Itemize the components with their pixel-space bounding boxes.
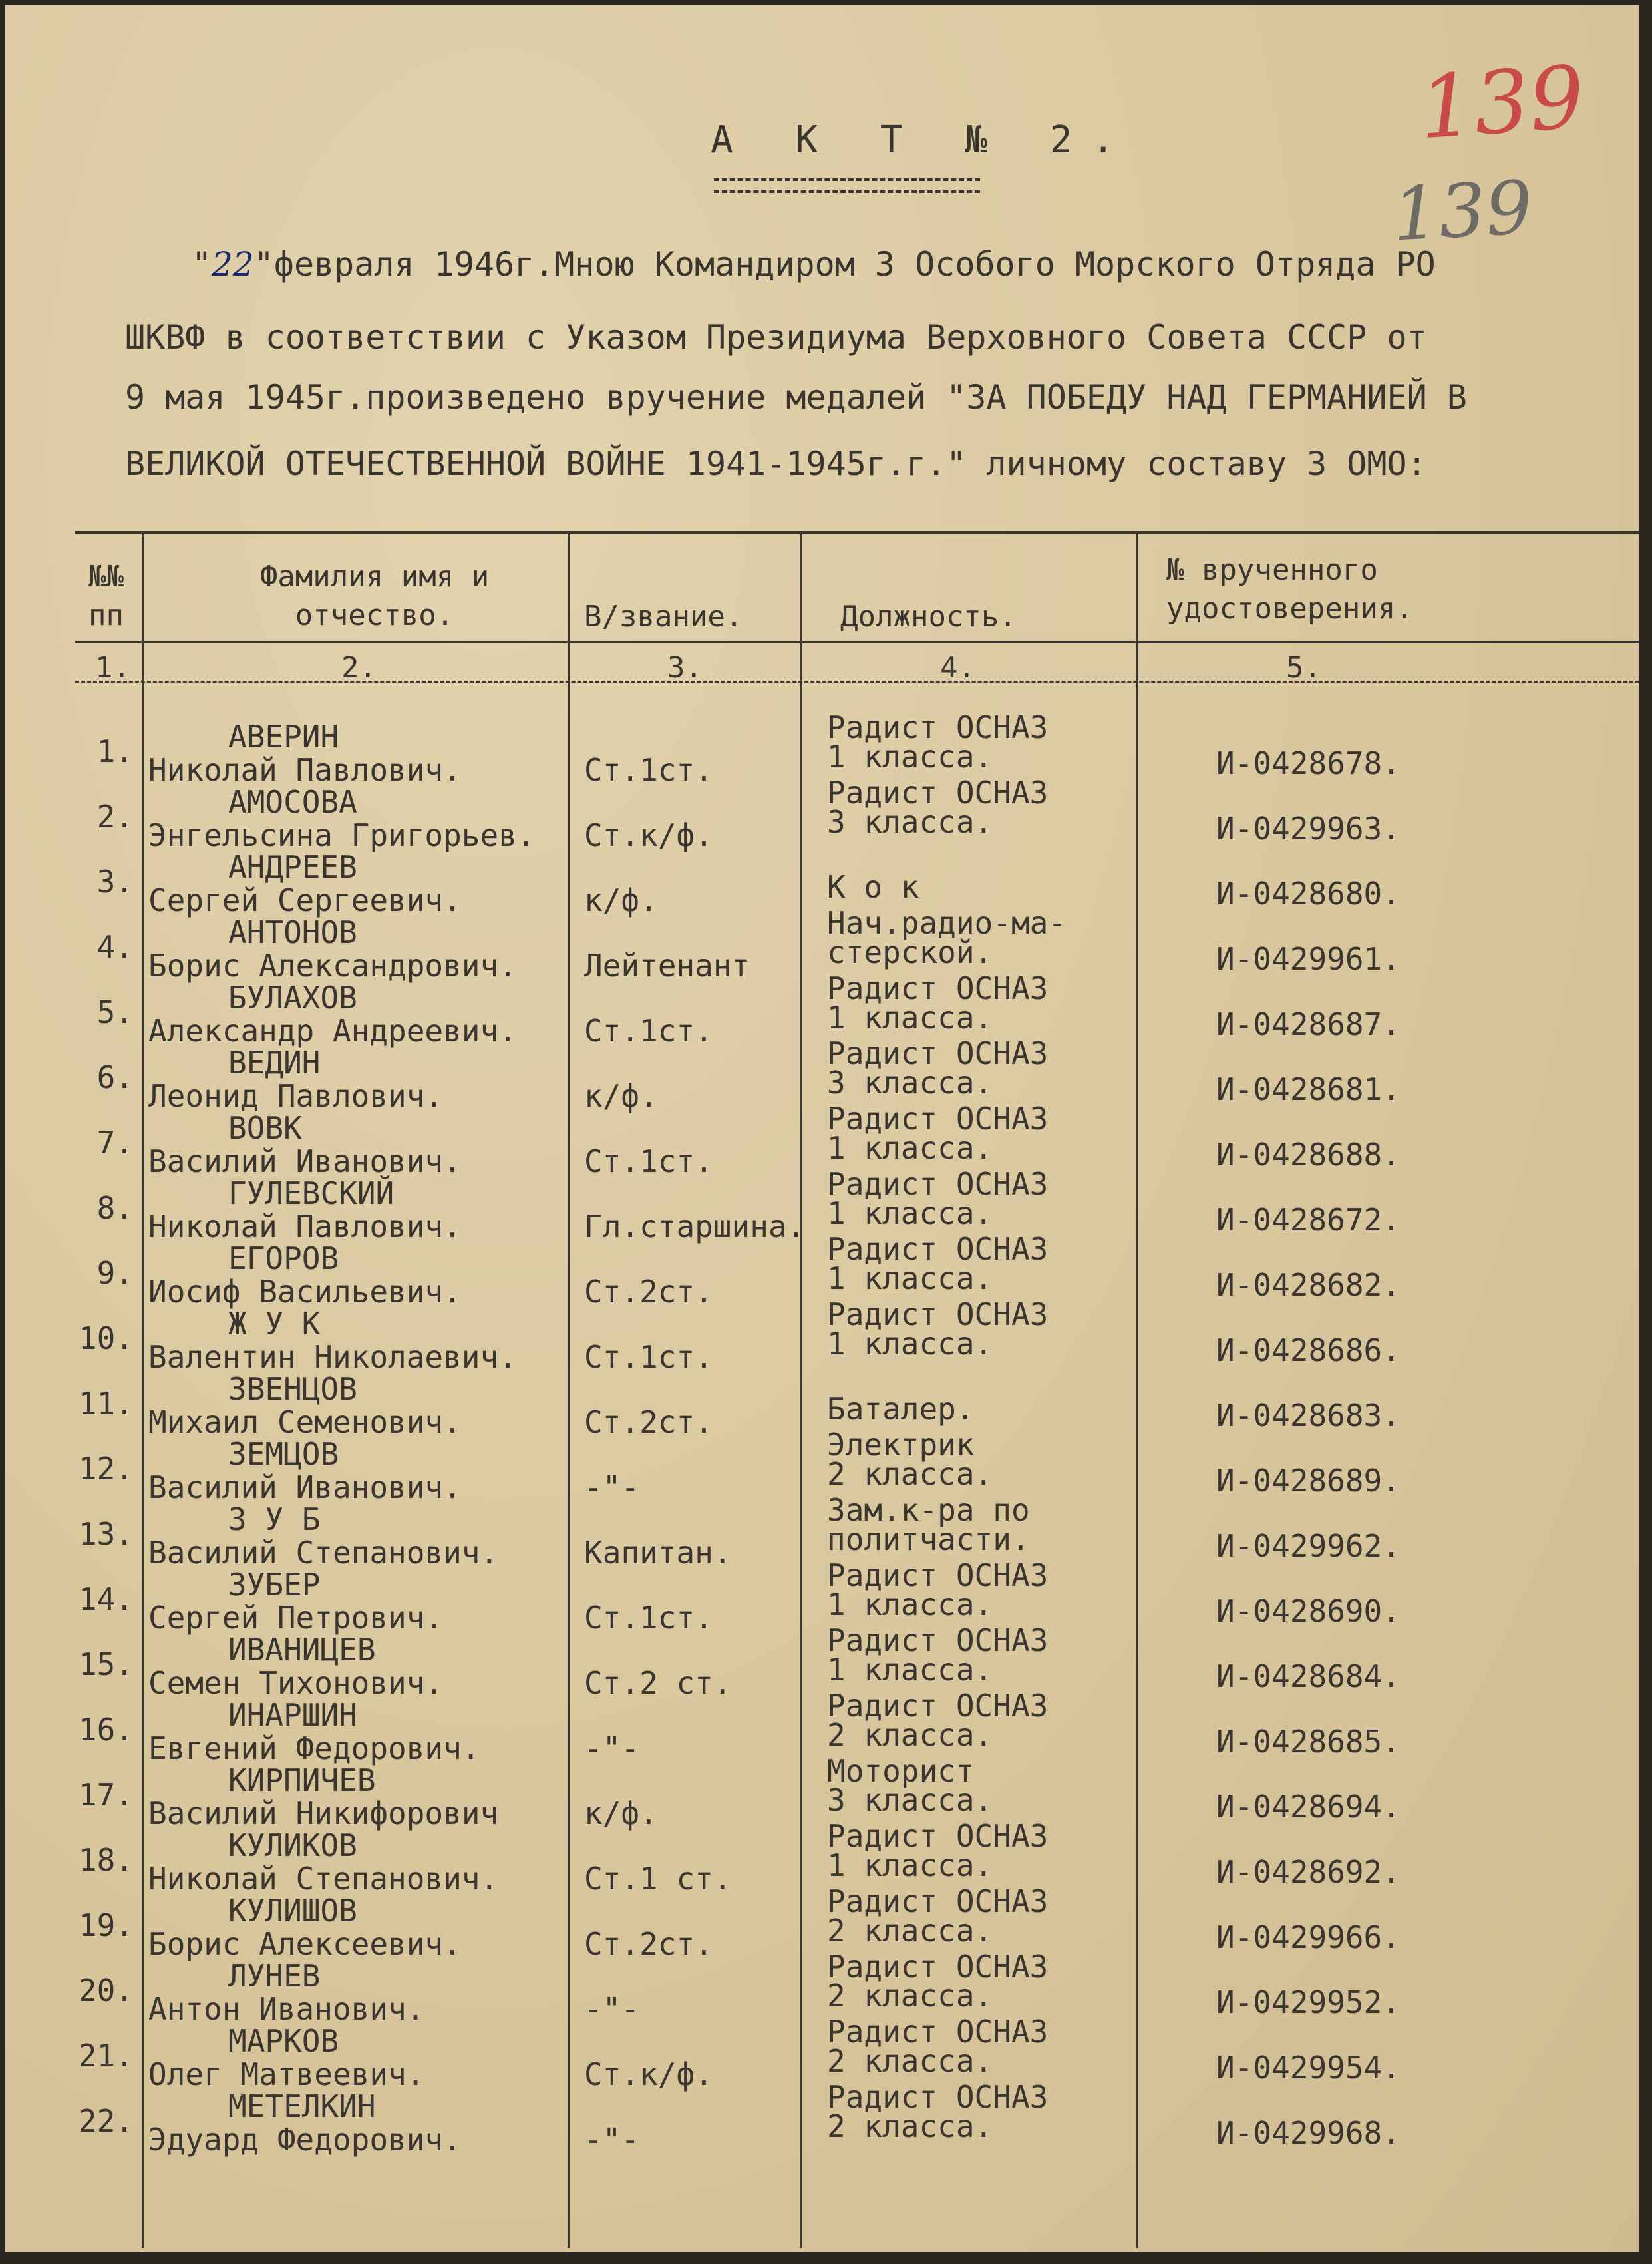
rank-cell: Ст.2 ст.: [584, 1665, 732, 1701]
certificate-cell: И-0428686.: [1216, 1332, 1401, 1368]
row-number: 12.: [78, 1451, 134, 1487]
row-number: 19.: [78, 1907, 134, 1943]
row-number: 11.: [78, 1386, 134, 1421]
row-number: 3.: [96, 864, 134, 900]
surname-cell: ИНАРШИН: [228, 1697, 357, 1733]
row-number: 17.: [78, 1777, 134, 1813]
position-line-1: Радист ОСНАЗ: [827, 1166, 1049, 1202]
document-title: А К Т № 2.: [711, 118, 1135, 162]
rank-cell: -"-: [584, 1730, 640, 1766]
certificate-cell: И-0429952.: [1216, 1984, 1401, 2020]
surname-cell: ЛУНЕВ: [228, 1958, 321, 1994]
given-name-cell: Михаил Семенович.: [148, 1404, 462, 1440]
position-line-1: Зам.к-ра по: [827, 1492, 1030, 1528]
column-number-row: [75, 651, 1639, 684]
intro-line-1-text: "февраля 1946г.Мною Командиром 3 Особого Морского Отряда РО: [253, 245, 1436, 283]
intro-line-4: ВЕЛИКОЙ ОТЕЧЕСТВЕННОЙ ВОЙНЕ 1941-1945г.г." личному составу 3 ОМО:: [125, 445, 1427, 483]
position-line-1: Радист ОСНАЗ: [827, 775, 1049, 811]
surname-cell: КУЛИКОВ: [228, 1827, 357, 1863]
certificate-cell: И-0428684.: [1216, 1658, 1401, 1694]
position-line-2: 3 класса.: [827, 1065, 993, 1101]
title-underline: [714, 178, 980, 193]
position-line-1: Радист ОСНАЗ: [827, 2014, 1049, 2050]
position-line-2: 2 класса.: [827, 2108, 993, 2144]
position-line-2: 1 класса.: [827, 1587, 993, 1622]
given-name-cell: Николай Павлович.: [148, 752, 462, 788]
position-line-2: политчасти.: [827, 1521, 1030, 1557]
position-line-1: Радист ОСНАЗ: [827, 1231, 1049, 1267]
certificate-cell: И-0428681.: [1216, 1071, 1401, 1107]
given-name-cell: Борис Александрович.: [148, 948, 517, 984]
rank-cell: Ст.2ст.: [584, 1926, 713, 1962]
position-line-1: Радист ОСНАЗ: [827, 1557, 1049, 1593]
given-name-cell: Сергей Петрович.: [148, 1600, 444, 1636]
certificate-cell: И-0428672.: [1216, 1202, 1401, 1238]
row-number: 1.: [96, 733, 134, 769]
folio-number-red: 139: [1416, 46, 1588, 159]
header-position: Должность.: [840, 600, 1017, 634]
certificate-cell: И-0428680.: [1216, 876, 1401, 912]
column-number: 1.: [95, 651, 130, 685]
row-number: 6.: [96, 1059, 134, 1095]
rank-cell: -"-: [584, 1991, 640, 2027]
position-line-2: 2 класса.: [827, 1717, 993, 1753]
given-name-cell: Олег Матвеевич.: [148, 2056, 425, 2092]
rank-cell: Ст.1ст.: [584, 752, 713, 788]
rank-cell: Ст.1 ст.: [584, 1861, 732, 1897]
column-number: 2.: [341, 651, 377, 685]
surname-cell: АВЕРИН: [228, 719, 339, 755]
row-number: 13.: [78, 1516, 134, 1552]
table-row: [75, 775, 1639, 854]
surname-cell: ЕГОРОВ: [228, 1240, 339, 1276]
rank-cell: Ст.2ст.: [584, 1274, 713, 1310]
position-line-2: стерской.: [827, 934, 993, 970]
surname-cell: Ж У К: [228, 1306, 321, 1342]
given-name-cell: Семен Тихонович.: [148, 1665, 444, 1701]
rank-cell: Гл.старшина.: [584, 1209, 806, 1244]
certificate-cell: И-0429962.: [1216, 1528, 1401, 1564]
row-number: 7.: [96, 1125, 134, 1161]
row-number: 2.: [96, 799, 134, 835]
given-name-cell: Валентин Николаевич.: [148, 1339, 517, 1375]
surname-cell: АНТОНОВ: [228, 914, 357, 950]
row-number: 4.: [96, 929, 134, 965]
row-number: 20.: [78, 1973, 134, 2008]
row-number: 18.: [78, 1842, 134, 1878]
certificate-cell: И-0429966.: [1216, 1919, 1401, 1955]
certificate-cell: И-0429961.: [1216, 941, 1401, 977]
intro-line-3: 9 мая 1945г.произведено вручение медалей "ЗА ПОБЕДУ НАД ГЕРМАНИЕЙ В: [125, 378, 1467, 417]
row-number: 10.: [78, 1320, 134, 1356]
position-line-2: 1 класса.: [827, 739, 993, 775]
position-line-2: 3 класса.: [827, 1782, 993, 1818]
certificate-cell: И-0428694.: [1216, 1789, 1401, 1825]
position-line-2: 1 класса.: [827, 1326, 993, 1362]
surname-cell: МЕТЕЛКИН: [228, 2088, 376, 2124]
given-name-cell: Иосиф Васильевич.: [148, 1274, 462, 1310]
position-line-1: Радист ОСНАЗ: [827, 709, 1049, 745]
position-line-1: Радист ОСНАЗ: [827, 1818, 1049, 1854]
position-line-1: Нач.радио-ма-: [827, 905, 1067, 941]
position-line-2: 2 класса.: [827, 1456, 993, 1492]
surname-cell: КИРПИЧЕВ: [228, 1762, 376, 1798]
certificate-cell: И-0428692.: [1216, 1854, 1401, 1890]
handwritten-day: 22: [212, 245, 254, 283]
certificate-cell: И-0428689.: [1216, 1463, 1401, 1499]
position-line-2: 1 класса.: [827, 1000, 993, 1036]
surname-cell: БУЛАХОВ: [228, 980, 357, 1016]
position-line-1: Радист ОСНАЗ: [827, 1036, 1049, 1071]
surname-cell: ВОВК: [228, 1110, 302, 1146]
surname-cell: З У Б: [228, 1501, 321, 1537]
position-line-1: Радист ОСНАЗ: [827, 970, 1049, 1006]
surname-cell: ВЕДИН: [228, 1045, 321, 1081]
position-line-2: 1 класса.: [827, 1130, 993, 1166]
certificate-cell: И-0428682.: [1216, 1267, 1401, 1303]
given-name-cell: Энгельсина Григорьев.: [148, 817, 536, 853]
position-line-2: 1 класса.: [827, 1195, 993, 1231]
certificate-cell: И-0429954.: [1216, 2050, 1401, 2086]
certificate-cell: И-0428690.: [1216, 1593, 1401, 1629]
position-line-1: Радист ОСНАЗ: [827, 1101, 1049, 1137]
position-line-2: 2 класса.: [827, 1913, 993, 1949]
position-line-2: К о к: [827, 869, 919, 905]
given-name-cell: Евгений Федорович.: [148, 1730, 480, 1766]
surname-cell: АМОСОВА: [228, 784, 357, 820]
header-name: Фамилия имя и отчество.: [259, 560, 490, 632]
given-name-cell: Леонид Павлович.: [148, 1078, 444, 1114]
given-name-cell: Василий Никифорович: [148, 1795, 499, 1831]
rank-cell: Ст.1ст.: [584, 1339, 713, 1375]
position-line-2: 2 класса.: [827, 2043, 993, 2079]
header-number: №№ пп: [88, 560, 124, 632]
row-number: 14.: [78, 1581, 134, 1617]
given-name-cell: Николай Степанович.: [148, 1861, 499, 1897]
certificate-cell: И-0429963.: [1216, 811, 1401, 847]
given-name-cell: Александр Андреевич.: [148, 1013, 517, 1049]
rank-cell: Ст.1ст.: [584, 1143, 713, 1179]
rank-cell: к/ф.: [584, 1795, 658, 1831]
surname-cell: ЗВЕНЦОВ: [228, 1371, 357, 1407]
position-line-1: Радист ОСНАЗ: [827, 1688, 1049, 1724]
position-line-1: Радист ОСНАЗ: [827, 1622, 1049, 1658]
position-line-2: 1 класса.: [827, 1652, 993, 1688]
surname-cell: ГУЛЕВСКИЙ: [228, 1175, 395, 1211]
rank-cell: -"-: [584, 1469, 640, 1505]
table-row: [75, 2079, 1639, 2159]
row-number: 9.: [96, 1255, 134, 1291]
certificate-cell: И-0428683.: [1216, 1398, 1401, 1433]
column-number: 4.: [940, 651, 975, 685]
column-number: 3.: [667, 651, 703, 685]
rank-cell: -"-: [584, 2122, 640, 2158]
position-line-1: Электрик: [827, 1427, 975, 1463]
header-rank: В/звание.: [584, 600, 743, 634]
rank-cell: Ст.1ст.: [584, 1600, 713, 1636]
certificate-cell: И-0428678.: [1216, 745, 1401, 781]
column-number-dashes: [75, 681, 1639, 683]
document-page: [5, 5, 1639, 2252]
folio-number-pencil: 139: [1390, 164, 1535, 258]
position-line-2: 2 класса.: [827, 1978, 993, 2014]
surname-cell: ЗЕМЦОВ: [228, 1436, 339, 1472]
intro-line-1: "22"февраля 1946г.Мною Командиром 3 Особого Морского Отряда РО: [192, 245, 1436, 283]
surname-cell: КУЛИШОВ: [228, 1893, 357, 1929]
rank-cell: Ст.к/ф.: [584, 817, 713, 853]
position-line-2: Баталер.: [827, 1391, 975, 1427]
certificate-cell: И-0428687.: [1216, 1006, 1401, 1042]
position-line-1: Радист ОСНАЗ: [827, 1296, 1049, 1332]
header-certificate: № врученного удостоверения.: [1166, 553, 1413, 626]
certificate-cell: И-0428685.: [1216, 1724, 1401, 1760]
rank-cell: Капитан.: [584, 1535, 732, 1571]
position-line-1: Радист ОСНАЗ: [827, 1949, 1049, 1984]
surname-cell: АНДРЕЕВ: [228, 849, 357, 885]
surname-cell: МАРКОВ: [228, 2023, 339, 2059]
table-top-rule: [75, 531, 1639, 534]
row-number: 8.: [96, 1190, 134, 1226]
surname-cell: ИВАНИЦЕВ: [228, 1632, 376, 1668]
column-number: 5.: [1286, 651, 1321, 685]
position-line-1: Радист ОСНАЗ: [827, 1883, 1049, 1919]
certificate-cell: И-0428688.: [1216, 1137, 1401, 1173]
rank-cell: Ст.2ст.: [584, 1404, 713, 1440]
row-number: 15.: [78, 1646, 134, 1682]
given-name-cell: Василий Иванович.: [148, 1469, 462, 1505]
row-number: 22.: [78, 2103, 134, 2139]
position-line-2: 1 класса.: [827, 1260, 993, 1296]
rank-cell: Лейтенант: [584, 948, 750, 984]
given-name-cell: Василий Иванович.: [148, 1143, 462, 1179]
table-row: [75, 1296, 1639, 1376]
position-line-1: Радист ОСНАЗ: [827, 2079, 1049, 2115]
rank-cell: к/ф.: [584, 1078, 658, 1114]
row-number: 21.: [78, 2038, 134, 2074]
given-name-cell: Николай Павлович.: [148, 1209, 462, 1244]
position-line-2: 3 класса.: [827, 804, 993, 840]
position-line-2: 1 класса.: [827, 1847, 993, 1883]
rank-cell: Ст.к/ф.: [584, 2056, 713, 2092]
row-number: 5.: [96, 994, 134, 1030]
given-name-cell: Антон Иванович.: [148, 1991, 425, 2027]
rank-cell: к/ф.: [584, 882, 658, 918]
given-name-cell: Василий Степанович.: [148, 1535, 499, 1571]
surname-cell: ЗУБЕР: [228, 1567, 321, 1603]
row-number: 16.: [78, 1712, 134, 1748]
given-name-cell: Эдуард Федорович.: [148, 2122, 462, 2158]
given-name-cell: Борис Алексеевич.: [148, 1926, 462, 1962]
certificate-cell: И-0429968.: [1216, 2115, 1401, 2151]
award-table: [75, 531, 1639, 2248]
intro-line-2: ШКВФ в соответствии с Указом Президиума Верховного Совета СССР от: [125, 318, 1427, 357]
given-name-cell: Сергей Сергеевич.: [148, 882, 462, 918]
table-header-rule: [75, 641, 1639, 643]
position-line-1: Моторист: [827, 1753, 975, 1789]
rank-cell: Ст.1ст.: [584, 1013, 713, 1049]
